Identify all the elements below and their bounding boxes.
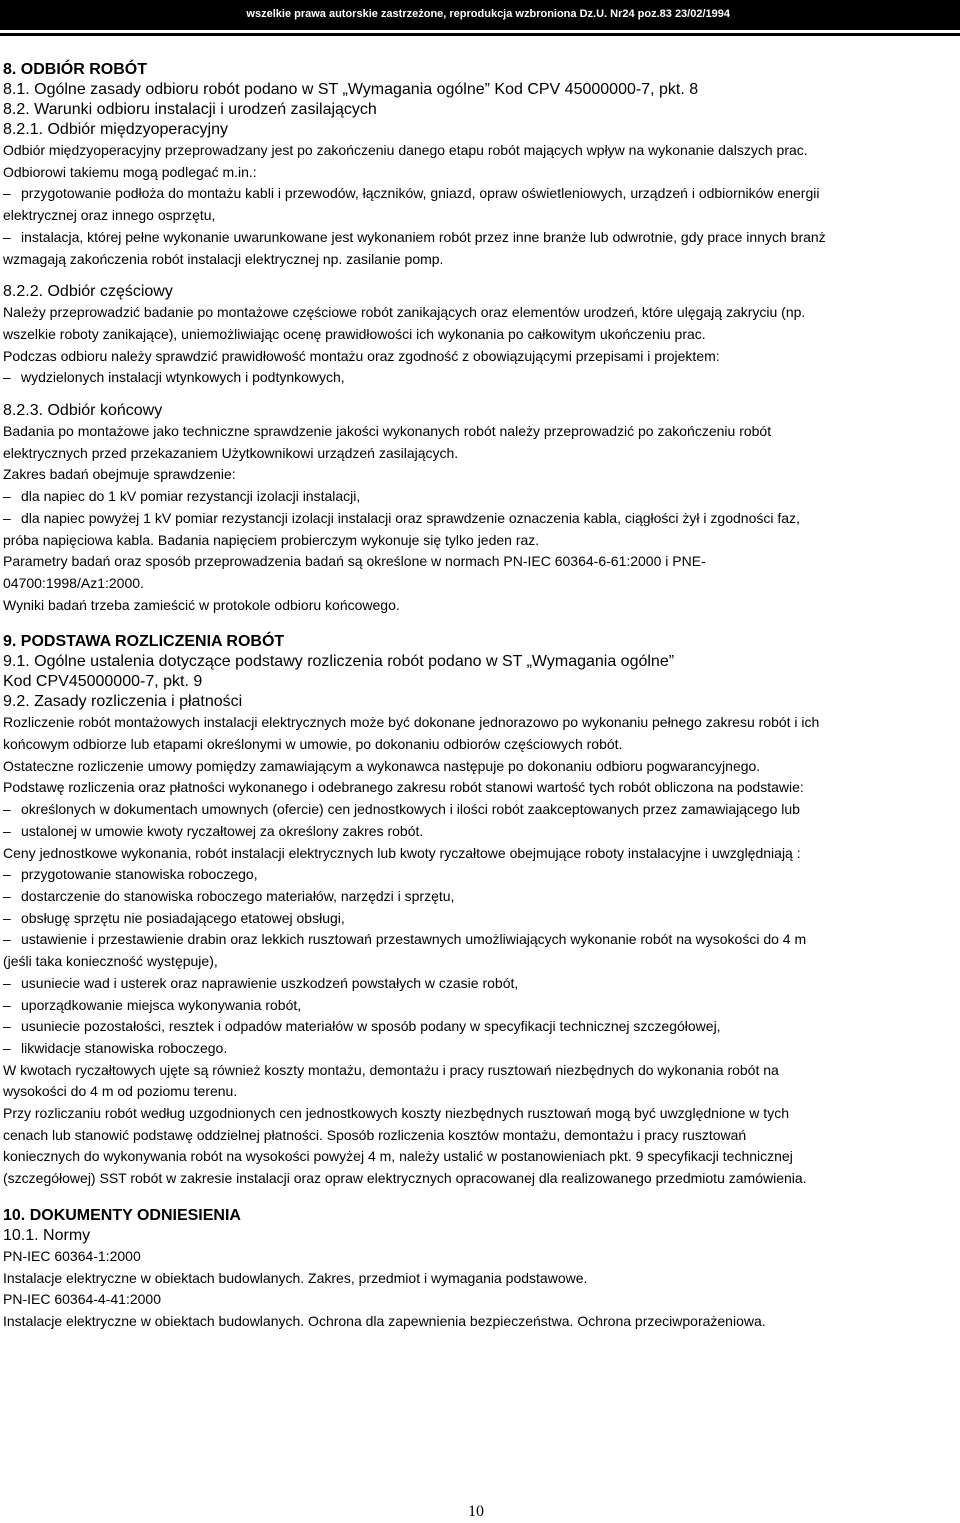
section-10-title: 10. DOKUMENTY ODNIESIENIA [3,1206,241,1224]
header-rule [0,33,960,36]
header-bar [0,0,960,30]
list-item: – ustalonej w umowie kwoty ryczałtowej za określony zakres robót. [3,822,424,839]
paragraph: Parametry badań oraz sposób przeprowadzenia badań są określone w normach PN-IEC 60364-6-61:2000 i PNE- [3,553,706,570]
list-item: – przygotowanie stanowiska roboczego, [3,866,258,883]
norm-code: PN-IEC 60364-4-41:2000 [3,1291,161,1308]
paragraph: Odbiór międzyoperacyjny przeprowadzany jest po zakończeniu danego etapu robót mających wpływ na wykonanie dalszych prac. [3,142,808,158]
list-item: – dostarczenie do stanowiska roboczego materiałów, narzędzi i sprzętu, [3,887,455,904]
list-item: – instalacja, której pełne wykonanie uwarunkowane jest wykonaniem robót przez inne branże lub odwrotnie, gdy prace innych branż [3,228,826,245]
list-item: – likwidacje stanowiska roboczego. [3,1039,228,1056]
list-item: – przygotowanie podłoża do montażu kabli i przewodów, łączników, gniazd, opraw oświetleniowych, urządzeń i odbiorników energii [3,185,820,202]
list-item-continuation: (jeśli taka konieczność występuje), [3,953,218,970]
copyright-notice: wszelkie prawa autorskie zastrzeżone, reprodukcja wzbroniona Dz.U. Nr24 poz.83 23/02/1994 [246,8,730,20]
list-item: – dla napiec do 1 kV pomiar rezystancji izolacji instalacji, [3,488,361,505]
paragraph: Zakres badań obejmuje sprawdzenie: [3,466,236,483]
paragraph: Ostateczne rozliczenie umowy pomiędzy zamawiającym a wykonawca następuje po dokonaniu odbioru pogwarancyjnego. [3,757,761,774]
paragraph: Wyniki badań trzeba zamieścić w protokole odbioru końcowego. [3,596,400,613]
paragraph: Przy rozliczaniu robót według uzgodnionych cen jednostkowych koszty niezbędnych rusztowań mogą być uwzględnione w tych [3,1105,789,1122]
list-item: – obsługę sprzętu nie posiadającego etatowej obsługi, [3,909,345,926]
paragraph: Odbiorowi takiemu mogą podlegać m.in.: [3,163,257,180]
list-item: – dla napiec powyżej 1 kV pomiar rezystancji izolacji instalacji oraz sprawdzenie oznaczenia kabla, ciągłości żył i zgodności faz, [3,509,800,526]
paragraph: cenach lub stanowić podstawę oddzielnej płatności. Sposób rozliczenia kosztów montażu, demontażu i pracy rusztowań [3,1126,747,1143]
section-10-1: 10.1. Normy [3,1226,91,1244]
section-8-1: 8.1. Ogólne zasady odbioru robót podano w ST „Wymagania ogólne” Kod CPV 45000000-7, pkt. 8 [3,81,699,98]
list-item: – uporządkowanie miejsca wykonywania robót, [3,996,302,1013]
norm-description: Instalacje elektryczne w obiektach budowlanych. Ochrona dla zapewnienia bezpieczeństwa. Ochrona przeciwporażeniowa. [3,1312,766,1329]
paragraph: 04700:1998/Az1:2000. [3,574,144,591]
section-9-1: 9.1. Ogólne ustalenia dotyczące podstawy rozliczenia robót podano w ST „Wymagania ogólne” [3,653,675,671]
document-body [3,60,953,1333]
paragraph: Ceny jednostkowe wykonania, robót instalacji elektrycznych lub kwoty ryczałtowe obejmujące roboty instalacyjne i uwzględniają : [3,844,801,861]
list-item-continuation: wzmagają zakończenia robót instalacji elektrycznej np. zasilanie pomp. [3,250,444,267]
list-item: – wydzielonych instalacji wtynkowych i podtynkowych, [3,369,345,386]
paragraph: Podstawę rozliczenia oraz płatności wykonanego i odebranego zakresu robót stanowi wartość tych robót obliczona na podstawie: [3,779,804,796]
section-8-2-3-title: 8.2.3. Odbiór końcowy [3,402,163,420]
section-9-2: 9.2. Zasady rozliczenia i płatności [3,693,243,711]
list-item-continuation: elektrycznej oraz innego osprzętu, [3,207,216,224]
section-8-2-2-title: 8.2.2. Odbiór częściowy [3,283,173,301]
paragraph: W kwotach ryczałtowych ujęte są również koszty montażu, demontażu i pracy rusztowań niezbędnych do wykonania robót na [3,1061,779,1078]
page-number: 10 [468,1503,484,1520]
paragraph: końcowym odbiorze lub etapami określonymi w umowie, po dokonaniu odbiorów częściowych robót. [3,736,623,753]
paragraph: Podczas odbioru należy sprawdzić prawidłowość montażu oraz zgodność z obowiązującymi przepisami i projektem: [3,347,720,364]
list-item: – usuniecie pozostałości, resztek i odpadów materiałów w sposób podany w specyfikacji technicznej szczegółowej, [3,1018,721,1035]
paragraph: koniecznych do wykonywania robót na wysokości powyżej 4 m, należy ustalić w postanowieniach pkt. 9 specyfikacji technicznej [3,1148,793,1165]
paragraph: Rozliczenie robót montażowych instalacji elektrycznych może być dokonane jednorazowo po wykonaniu pełnego zakresu robót i ich [3,714,820,731]
paragraph: wysokości do 4 m od poziomu terenu. [3,1083,238,1100]
paragraph: Badania po montażowe jako techniczne sprawdzenie jakości wykonanych robót należy przeprowadzić po zakończeniu robót [3,423,772,440]
paragraph: wszelkie roboty zanikające), uniemożliwiając ocenę prawidłowości ich wykonania po całkowitym ukończeniu prac. [3,325,706,342]
section-8-2: 8.2. Warunki odbioru instalacji i urodzeń zasilających [3,101,377,118]
paragraph: Należy przeprowadzić badanie po montażowe częściowe robót zanikających oraz elementów urodzeń, które ulęgają zakryciu (np. [3,304,806,321]
paragraph: (szczegółowej) SST robót w zakresie instalacji oraz opraw elektrycznych opracowanej dla realizowanego przedmiotu zamówienia. [3,1170,807,1187]
list-item: – ustawienie i przestawienie drabin oraz lekkich rusztowań przestawnych umożliwiających wykonanie robót na wysokości do 4 m [3,931,807,948]
section-9-title: 9. PODSTAWA ROZLICZENIA ROBÓT [3,633,285,651]
paragraph: elektrycznych przed przekazaniem Użytkownikowi urządzeń zasilających. [3,444,459,461]
norm-code: PN-IEC 60364-1:2000 [3,1247,141,1264]
section-8-title: 8. ODBIÓR ROBÓT [3,61,148,78]
list-item: – usuniecie wad i usterek oraz naprawienie uszkodzeń powstałych w czasie robót, [3,974,519,991]
list-item: – określonych w dokumentach umownych (ofercie) cen jednostkowych i ilości robót zaakceptowanych przez zamawiającego lub [3,801,800,818]
norm-description: Instalacje elektryczne w obiektach budowlanych. Zakres, przedmiot i wymagania podstawowe. [3,1269,588,1286]
list-item-continuation: próba napięciowa kabla. Badania napięciem probierczym wykonuje się tylko jeden raz. [3,531,540,548]
section-9-1-cont: Kod CPV45000000-7, pkt. 9 [3,673,203,691]
section-8-2-1-title: 8.2.1. Odbiór międzyoperacyjny [3,121,228,138]
